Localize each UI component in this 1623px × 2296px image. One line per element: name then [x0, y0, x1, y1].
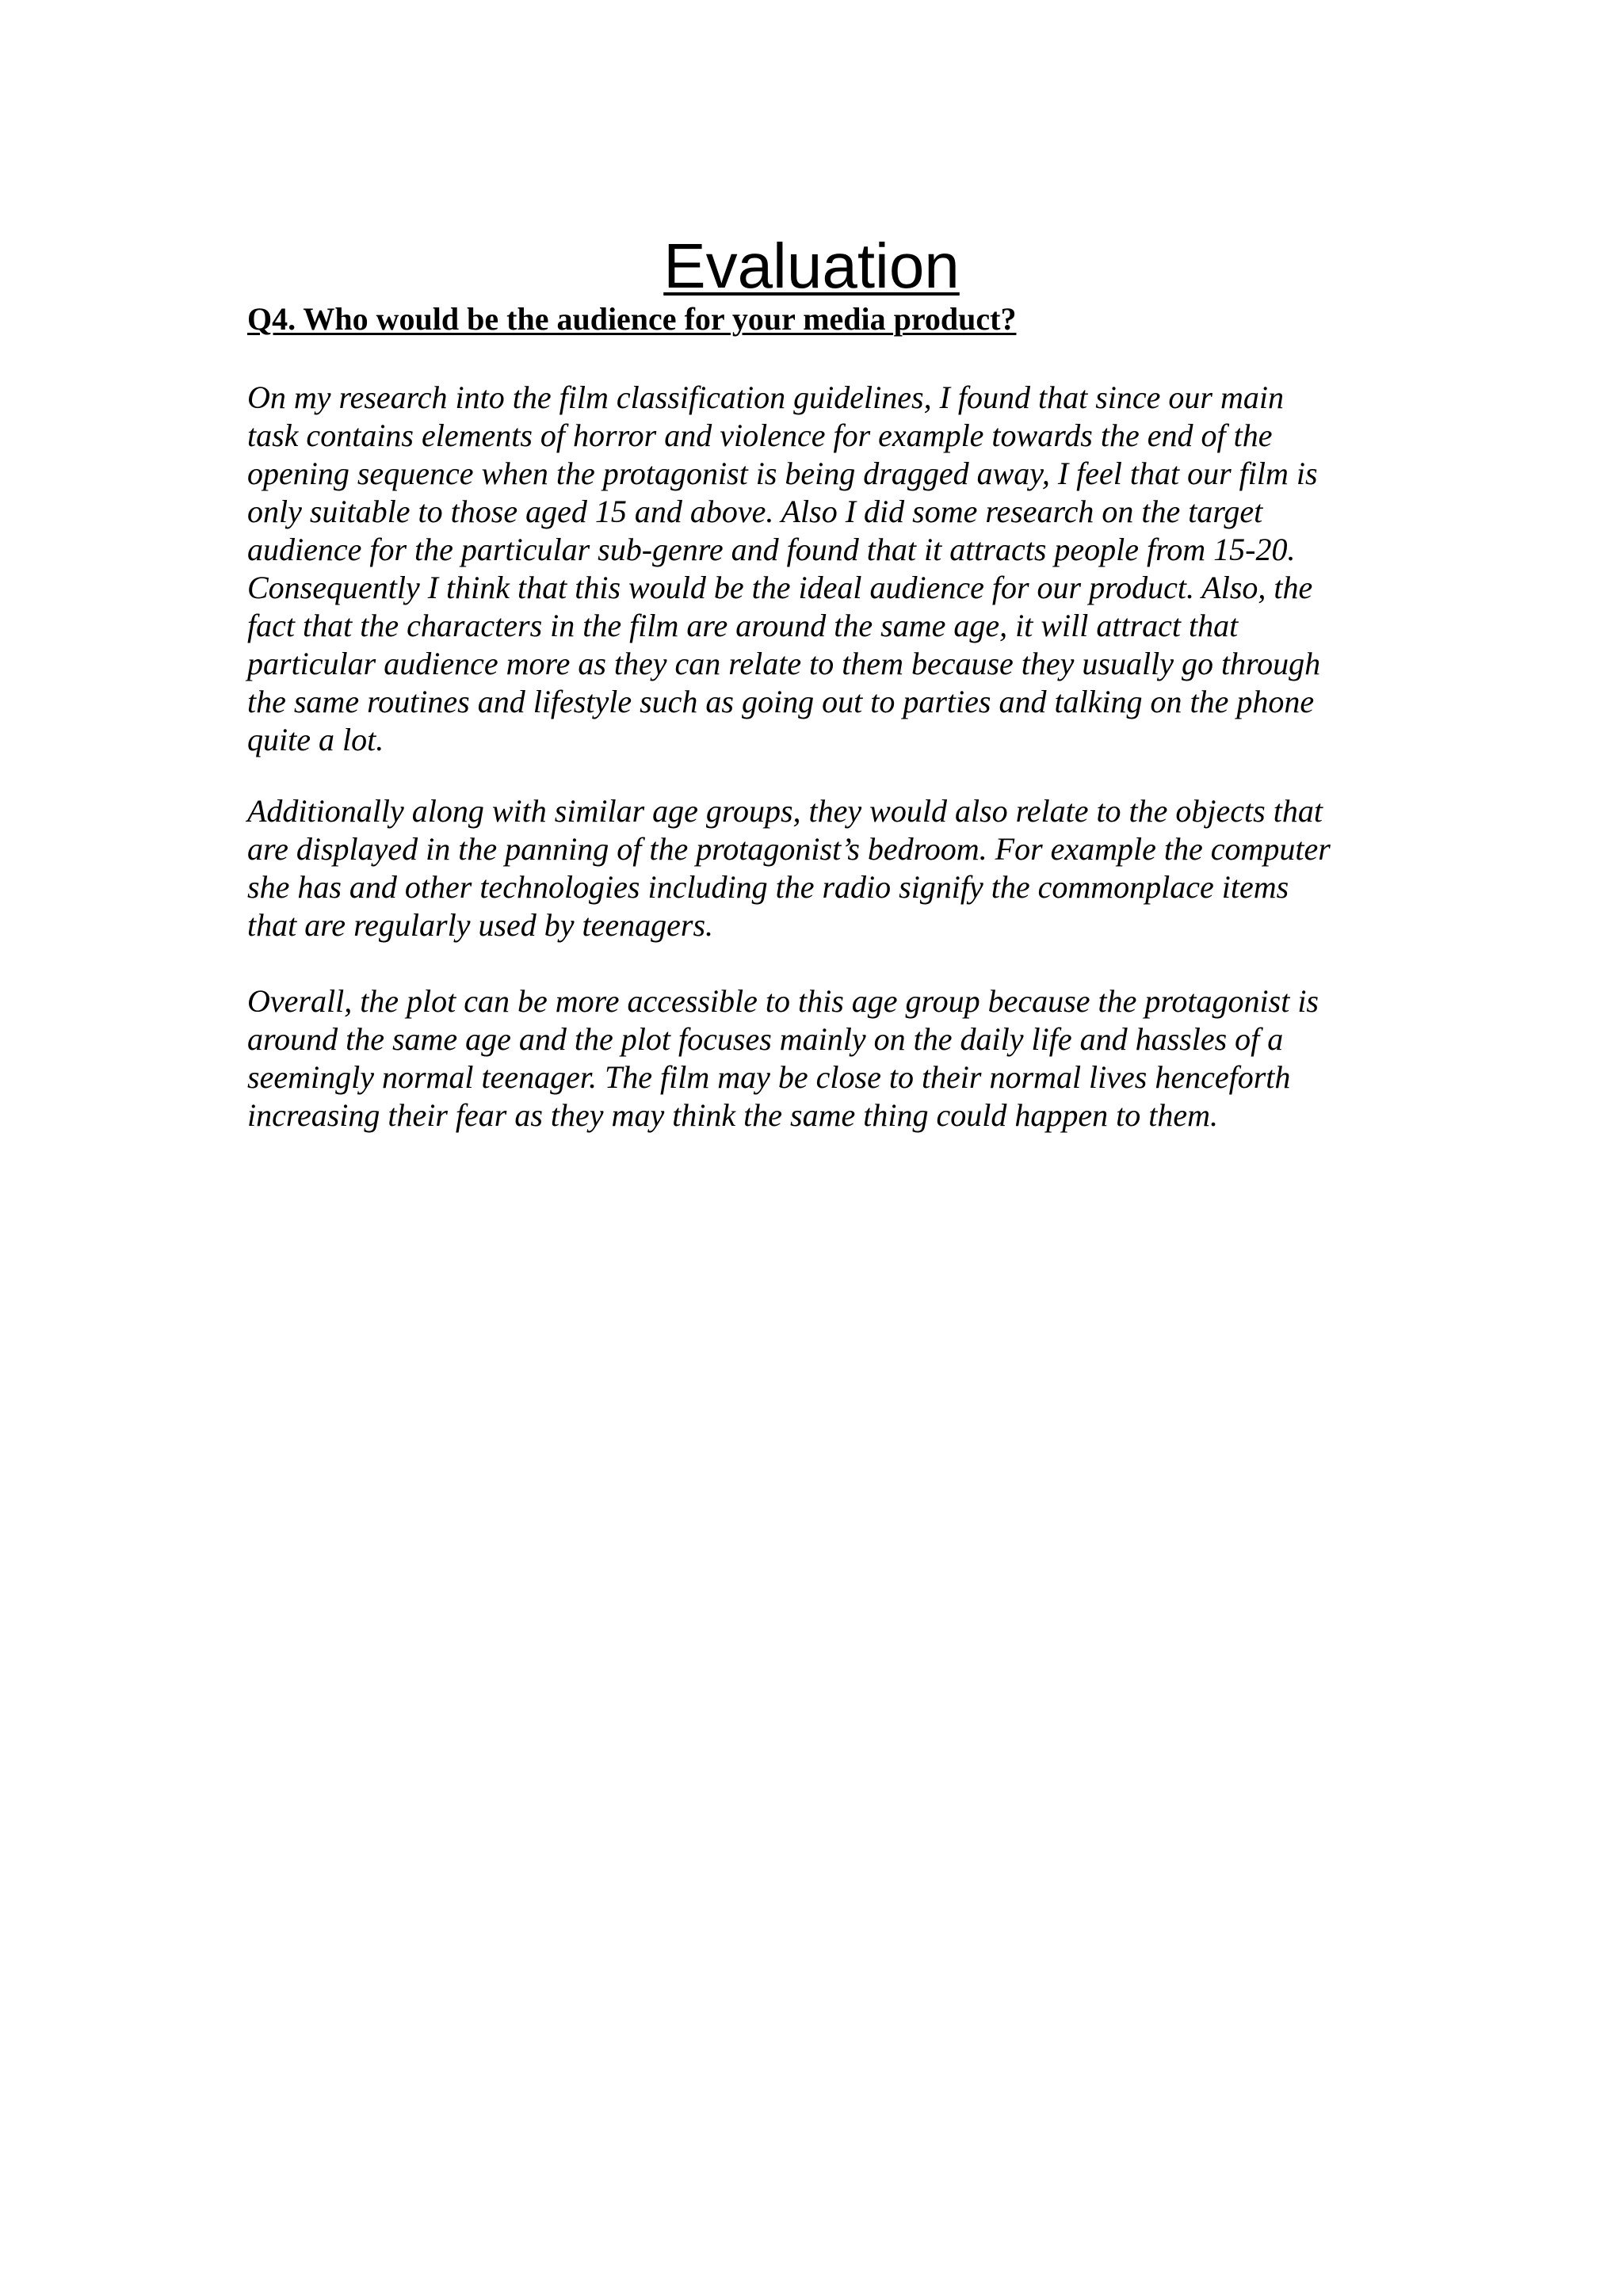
paragraph-2 [247, 792, 1436, 944]
paragraph-3 [247, 982, 1436, 1135]
paragraph-line: On my research into the film classification guidelines, I found that since our main [247, 379, 1284, 415]
paragraph-line: particular audience more as they can relate to them because they usually go through [247, 646, 1321, 681]
question-heading: Q4. Who would be the audience for your media product? [247, 301, 1017, 337]
paragraph-line: the same routines and lifestyle such as going out to parties and talking on the phone [247, 684, 1315, 719]
paragraph-line: are displayed in the panning of the protagonist’s bedroom. For example the computer [247, 831, 1331, 867]
paragraph-line: Overall, the plot can be more accessible to this age group because the protagonist is [247, 983, 1319, 1019]
paragraph-line: that are regularly used by teenagers. [247, 907, 714, 943]
paragraph-line: audience for the particular sub-genre and found that it attracts people from 15-20. [247, 532, 1296, 567]
paragraph-line: task contains elements of horror and violence for example towards the end of the [247, 418, 1273, 453]
paragraph-line: opening sequence when the protagonist is being dragged away, I feel that our film is [247, 456, 1318, 491]
paragraph-1 [247, 379, 1436, 759]
paragraph-line: increasing their fear as they may think the same thing could happen to them. [247, 1097, 1218, 1133]
paragraph-line: Consequently I think that this would be the ideal audience for our product. Also, the [247, 570, 1313, 605]
paragraph-line: she has and other technologies including the radio signify the commonplace items [247, 869, 1289, 905]
paragraph-line: Additionally along with similar age groups, they would also relate to the objects that [247, 793, 1323, 829]
paragraph-line: fact that the characters in the film are around the same age, it will attract that [247, 608, 1239, 643]
page-title: Evaluation [663, 231, 960, 301]
paragraph-line: quite a lot. [247, 722, 384, 757]
paragraph-line: only suitable to those aged 15 and above. Also I did some research on the target [247, 494, 1263, 529]
paragraph-line: seemingly normal teenager. The film may be close to their normal lives henceforth [247, 1059, 1291, 1095]
paragraph-line: around the same age and the plot focuses mainly on the daily life and hassles of a [247, 1021, 1284, 1057]
